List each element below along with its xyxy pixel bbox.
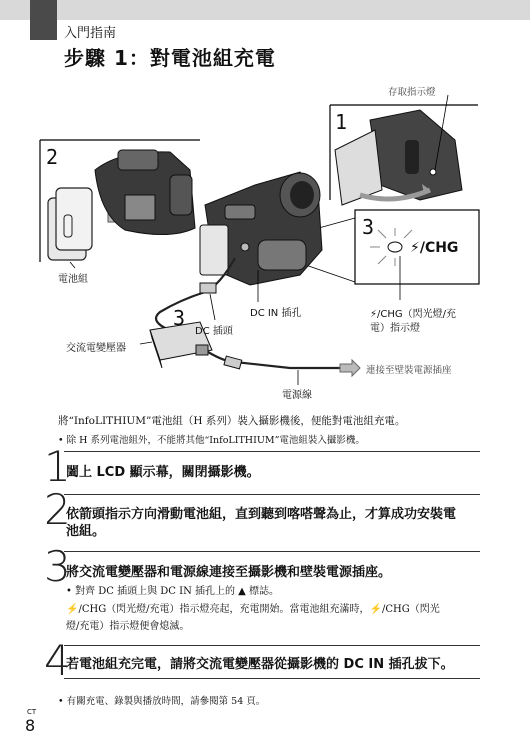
ac-adaptor-label: 交流電變壓器 (66, 343, 126, 354)
step-3-sub-1: • 對齊 DC 插頭上與 DC IN 插孔上的 ▲ 標誌。 (66, 586, 280, 597)
step-2-number: 2 (44, 485, 71, 534)
callout-2: 2 (46, 145, 59, 169)
intro-text: 將“InfoLITHIUM”電池組（H 系列）裝入攝影機後，便能對電池組充電。 (58, 415, 406, 427)
battery-note: • 除 H 系列電池組外，不能將其他“InfoLITHIUM”電池組裝入攝影機。 (58, 435, 365, 446)
section-heading: 入門指南 (64, 26, 117, 41)
footer-note: • 有關充電、錄製與播放時間，請參閱第 54 頁。 (58, 696, 266, 707)
step-4-rule (64, 645, 480, 646)
step-4-number: 4 (44, 636, 71, 685)
step-3-sub-2: ⚡/CHG（閃光燈/充電）指示燈亮起，充電開始。當電池組充滿時，⚡/CHG（閃光 (66, 604, 440, 615)
step-4-text: 若電池組充完電，請將交流電變壓器從攝影機的 DC IN 插孔拔下。 (66, 657, 454, 672)
step-3-sub-3: 燈/充電）指示燈便會熄滅。 (66, 621, 190, 632)
step-2-rule (64, 494, 480, 495)
callout-3-plug: 3 (173, 306, 186, 330)
step-4-bottom-rule (64, 678, 480, 679)
power-cord-label: 電源線 (282, 390, 312, 401)
callout-1: 1 (335, 110, 348, 134)
dc-plug-label: DC 插頭 (195, 326, 233, 337)
access-lamp-label: 存取指示燈 (388, 87, 436, 98)
step-3-number: 3 (44, 542, 71, 591)
step-2-text-line2: 池組。 (66, 524, 106, 539)
page-title: 步驟 1：對電池組充電 (64, 46, 276, 70)
callout-3-lamp: 3 (362, 215, 375, 239)
step-2-text-line1: 依箭頭指示方向滑動電池組，直到聽到喀嗒聲為止，才算成功安裝電 (66, 507, 457, 522)
step-1-text: 闔上 LCD 顯示幕，關閉攝影機。 (66, 465, 260, 480)
wall-outlet-label: 連接至壁裝電源插座 (366, 365, 452, 376)
dc-plug-shape (200, 283, 216, 293)
camera-main-drawing (200, 172, 322, 285)
step-3-text: 將交流電變壓器和電源線連接至攝影機和壁裝電源插座。 (66, 565, 392, 580)
dc-in-jack-label: DC IN 插孔 (250, 308, 302, 319)
battery-pack-drawing (48, 188, 92, 260)
step-3-rule (64, 551, 480, 552)
wall-arrow (340, 360, 360, 376)
page-language-code: CT (27, 708, 37, 716)
page-number: 8 (25, 716, 36, 735)
battery-pack-label: 電池組 (58, 274, 88, 285)
chg-symbol: ⚡/CHG (410, 240, 459, 256)
step-1-number: 1 (44, 442, 71, 491)
chg-lamp-label-1: ⚡/CHG（閃光燈/充 (370, 309, 457, 320)
step-1-rule (64, 451, 480, 452)
chg-lamp-label-2: 電）指示燈 (370, 323, 420, 334)
